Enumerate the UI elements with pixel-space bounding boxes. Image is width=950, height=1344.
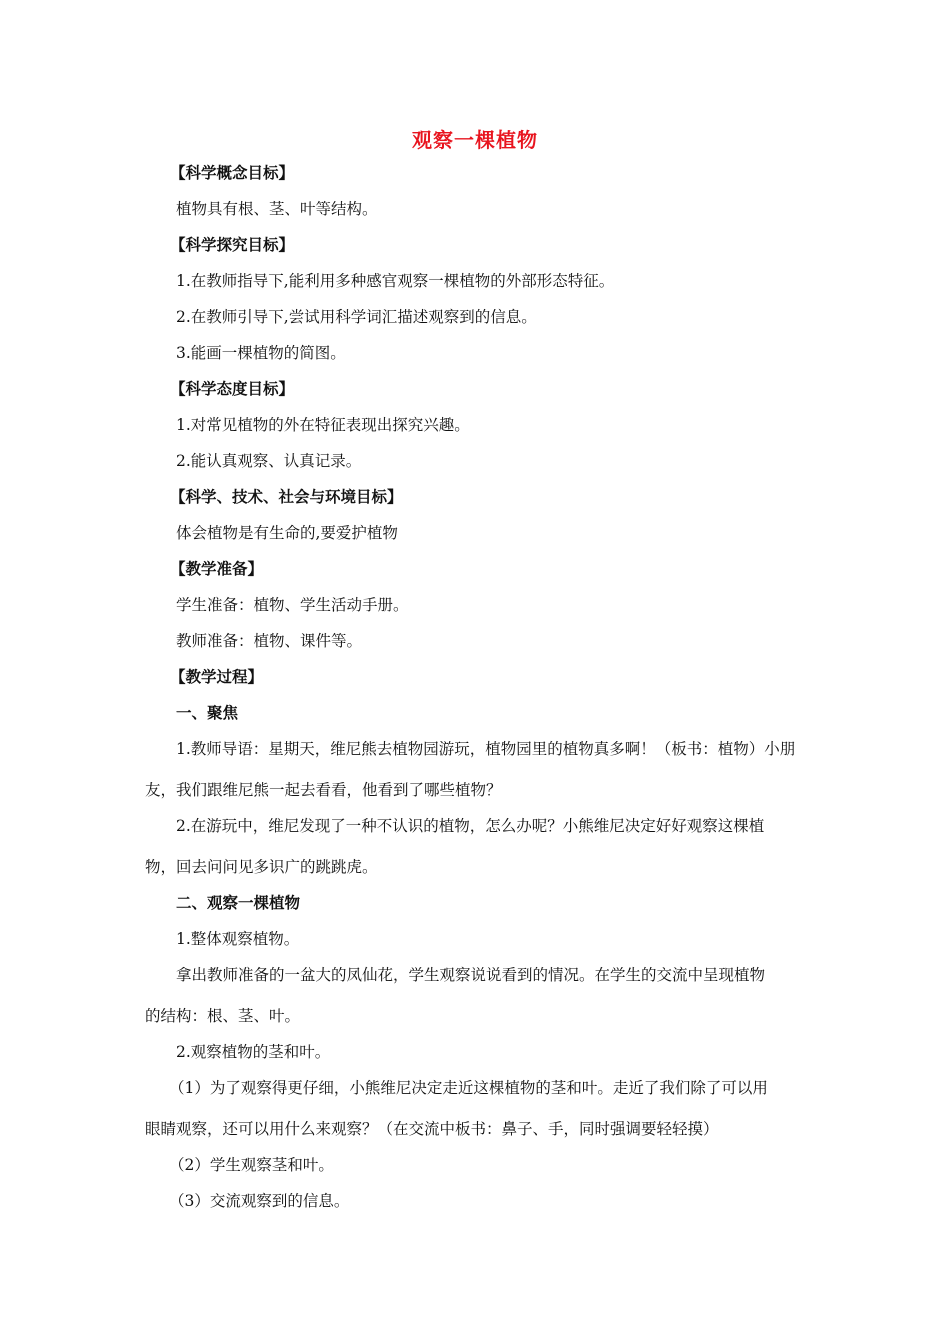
paragraph-line: 眼睛观察，还可以用什么来观察？（在交流中板书：鼻子、手，同时强调要轻轻摸） xyxy=(145,1120,719,1138)
part-one-paragraph-1 xyxy=(145,739,810,800)
attitude-goal-item-1: 1.对常见植物的外在特征表现出探究兴趣。 xyxy=(176,416,470,434)
teacher-preparation: 教师准备：植物、课件等。 xyxy=(176,632,363,650)
part-two-heading: 二、观察一棵植物 xyxy=(176,894,301,912)
preparation-heading: 【教学准备】 xyxy=(170,560,264,578)
attitude-goal-heading: 【科学态度目标】 xyxy=(170,380,295,398)
stse-goal-text: 体会植物是有生命的,要爱护植物 xyxy=(176,524,398,542)
part-two-step-1: 1.整体观察植物。 xyxy=(176,930,300,948)
part-two-paragraph-1 xyxy=(145,965,810,1026)
process-heading: 【教学过程】 xyxy=(170,668,264,686)
stse-goal-heading: 【科学、技术、社会与环境目标】 xyxy=(170,488,403,506)
inquiry-goal-item-1: 1.在教师指导下,能利用多种感官观察一棵植物的外部形态特征。 xyxy=(176,272,615,290)
paragraph-line: （1）为了观察得更仔细，小熊维尼决定走近这棵植物的茎和叶。走近了我们除了可以用 xyxy=(169,1079,768,1097)
paragraph-line: 2.在游玩中，维尼发现了一种不认识的植物，怎么办呢？小熊维尼决定好好观察这棵植 xyxy=(176,817,765,835)
part-two-step-2: 2.观察植物的茎和叶。 xyxy=(176,1043,331,1061)
student-preparation: 学生准备：植物、学生活动手册。 xyxy=(176,596,409,614)
part-one-paragraph-2 xyxy=(145,816,810,877)
concept-goal-heading: 【科学概念目标】 xyxy=(170,164,295,182)
paragraph-line: 的结构：根、茎、叶。 xyxy=(145,1007,301,1025)
part-two-substep-2: （2）学生观察茎和叶。 xyxy=(169,1156,334,1174)
concept-goal-text: 植物具有根、茎、叶等结构。 xyxy=(176,200,378,218)
part-one-heading: 一、聚焦 xyxy=(176,704,239,722)
paragraph-line: 1.教师导语：星期天，维尼熊去植物园游玩，植物园里的植物真多啊！（板书：植物）小朋 xyxy=(176,740,796,758)
part-two-substep-3: （3）交流观察到的信息。 xyxy=(169,1192,350,1210)
attitude-goal-item-2: 2.能认真观察、认真记录。 xyxy=(176,452,362,470)
paragraph-line: 物，回去问问见多识广的跳跳虎。 xyxy=(145,858,378,876)
paragraph-line: 拿出教师准备的一盆大的凤仙花，学生观察说说看到的情况。在学生的交流中呈现植物 xyxy=(176,966,766,984)
document-title: 观察一棵植物 xyxy=(412,128,538,152)
part-two-paragraph-2 xyxy=(145,1078,810,1139)
inquiry-goal-item-3: 3.能画一棵植物的简图。 xyxy=(176,344,346,362)
paragraph-line: 友，我们跟维尼熊一起去看看，他看到了哪些植物？ xyxy=(145,781,502,799)
inquiry-goal-heading: 【科学探究目标】 xyxy=(170,236,295,254)
inquiry-goal-item-2: 2.在教师引导下,尝试用科学词汇描述观察到的信息。 xyxy=(176,308,537,326)
